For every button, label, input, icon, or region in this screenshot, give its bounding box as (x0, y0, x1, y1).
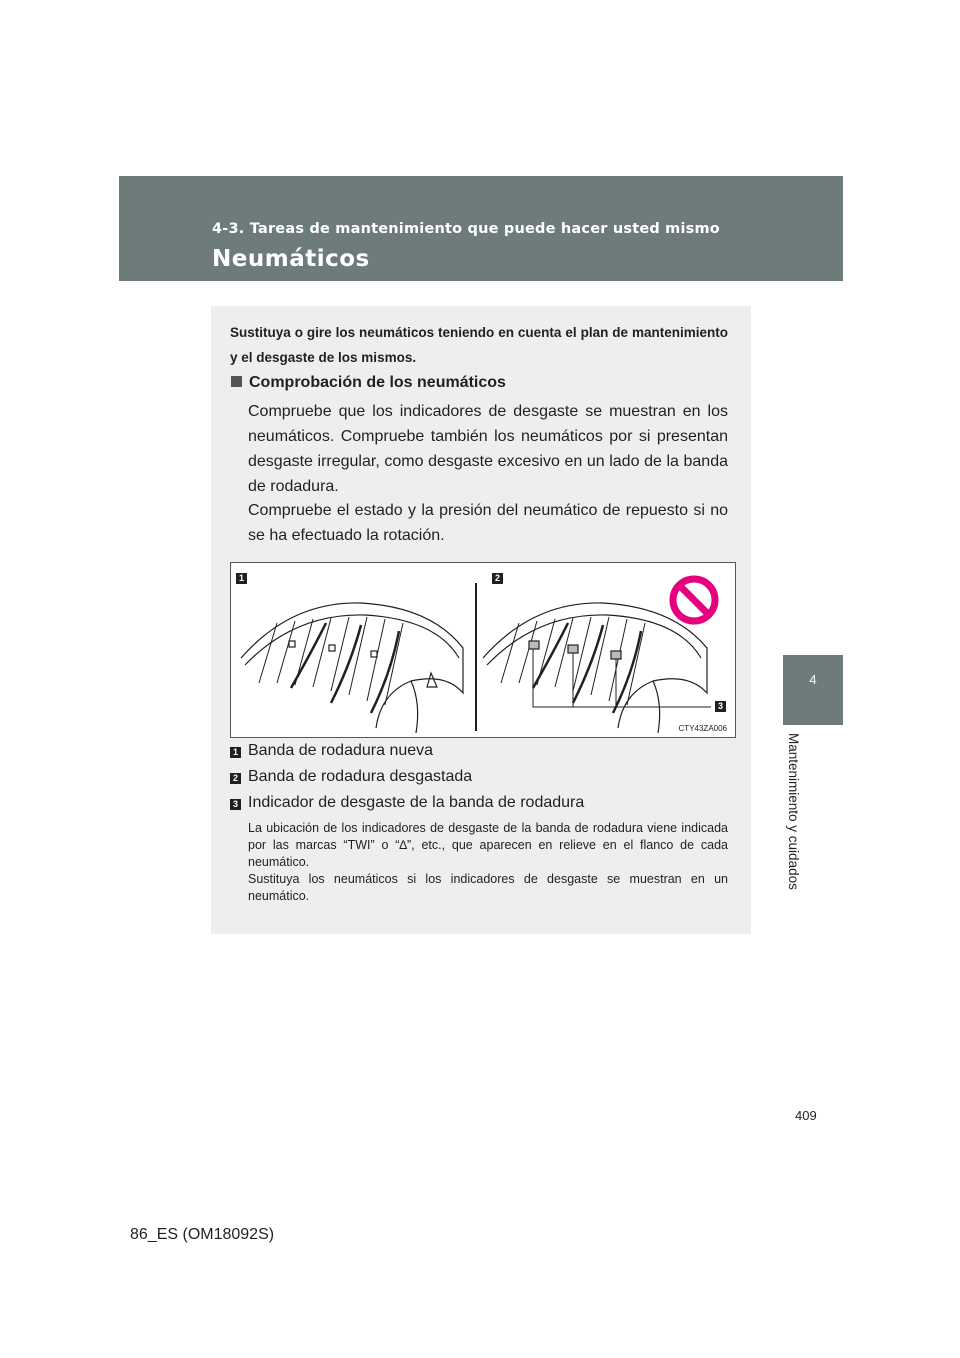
chapter-number: 4 (809, 672, 817, 687)
legend-text-3: Indicador de desgaste de la banda de rodadura (248, 794, 585, 811)
legend-text-1: Banda de rodadura nueva (248, 742, 434, 759)
tire-illustration (231, 563, 735, 737)
legend-num-2: 2 (230, 773, 241, 784)
square-bullet-icon (231, 376, 242, 387)
note-paragraph-2: Sustituya los neumáticos si los indicadores de desgaste se muestran en un neumático. (248, 872, 728, 903)
section-header (119, 176, 843, 281)
callout-3: 3 (715, 701, 726, 712)
tire-wear-figure (230, 562, 736, 738)
intro-text: Sustituya o gire los neumáticos teniendo en cuenta el plan de mantenimiento y el desgaste de los mismos. (230, 325, 728, 365)
subheading-text: Comprobación de los neumáticos (249, 374, 506, 391)
note-text (248, 820, 728, 905)
page-number: 409 (795, 1108, 817, 1123)
chapter-tab (783, 655, 843, 725)
legend-text-2: Banda de rodadura desgastada (248, 768, 473, 785)
paragraph-1: Compruebe que los indicadores de desgaste se muestran en los neumáticos. Compruebe también los neumáticos por si presentan desgaste irregular, como desgaste excesivo en un lado de la banda de rodadura. (248, 403, 728, 495)
callout-1: 1 (236, 573, 247, 584)
page-title: Neumáticos (212, 246, 370, 272)
chapter-label: Mantenimiento y cuidados (786, 733, 801, 890)
paragraph-2: Compruebe el estado y la presión del neumático de repuesto si no se ha efectuado la rotación. (248, 502, 728, 544)
legend-num-1: 1 (230, 747, 241, 758)
subheading (231, 374, 506, 392)
note-paragraph-1: La ubicación de los indicadores de desgaste de la banda de rodadura viene indicada por las marcas “TWI” o “∆”, etc., que aparecen en relieve en el flanco de cada neumático. (248, 821, 728, 869)
chapter-side-label (763, 733, 823, 903)
content-panel (211, 306, 751, 934)
figure-code: CTY43ZA006 (678, 724, 727, 733)
callout-2: 2 (492, 573, 503, 584)
section-label: 4-3. Tareas de mantenimiento que puede hacer usted mismo (212, 221, 720, 237)
legend-num-3: 3 (230, 799, 241, 810)
document-code: 86_ES (OM18092S) (130, 1226, 275, 1243)
